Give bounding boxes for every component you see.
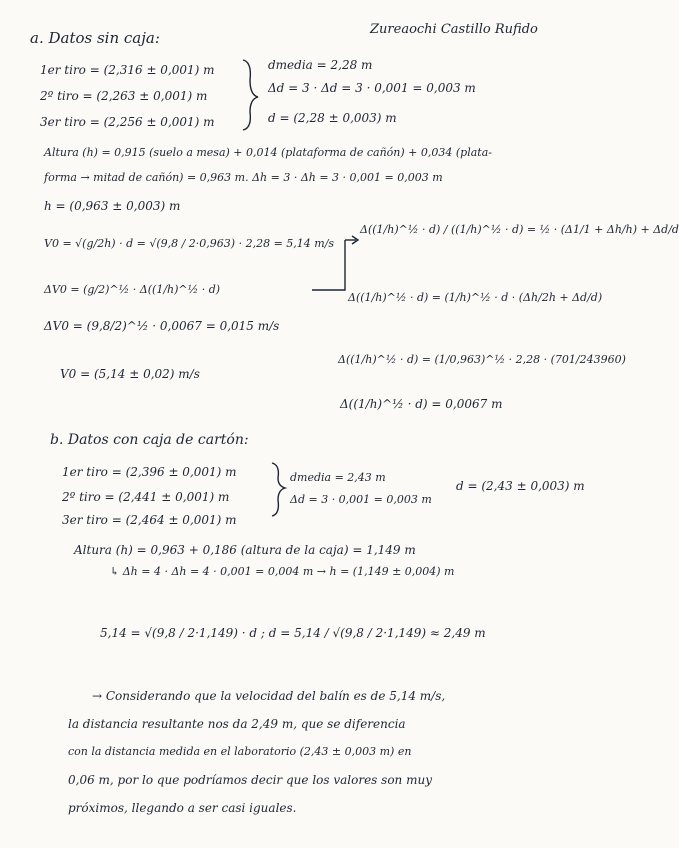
b-tiro-3: 3er tiro = (2,464 ± 0,001) m: [62, 513, 237, 527]
b-delta-d: Δd = 3 · 0,001 = 0,003 m: [290, 493, 432, 506]
b-tiro-2: 2º tiro = (2,441 ± 0,001) m: [62, 490, 230, 504]
tiro-1: 1er tiro = (2,316 ± 0,001) m: [40, 63, 215, 77]
altura-line-2: forma → mitad de cañón) = 0,963 m. Δh = 3 · Δh = 3 · 0,001 = 0,003 m: [44, 171, 443, 184]
conclusion-line-2: la distancia resultante nos da 2,49 m, que se diferencia: [68, 717, 406, 731]
v0-result: V0 = (5,14 ± 0,02) m/s: [60, 367, 200, 381]
b-d-result: d = (2,43 ± 0,003) m: [456, 479, 585, 493]
dv0-formula: ΔV0 = (g/2)^½ · Δ((1/h)^½ · d): [44, 283, 221, 296]
v0-formula: V0 = √(g/2h) · d = √(9,8 / 2·0,963) · 2,28 = 5,14 m/s: [44, 237, 335, 250]
side-derivation-2: Δ((1/h)^½ · d) = (1/h)^½ · d · (Δh/2h + Δd/d): [348, 291, 603, 304]
b-equation: 5,14 = √(9,8 / 2·1,149) · d ; d = 5,14 / √(9,8 / 2·1,149) ≈ 2,49 m: [100, 626, 486, 640]
section-b-heading: b. Datos con caja de cartón:: [50, 432, 249, 448]
b-altura: Altura (h) = 0,963 + 0,186 (altura de la caja) = 1,149 m: [74, 543, 416, 557]
tiro-3: 3er tiro = (2,256 ± 0,001) m: [40, 115, 215, 129]
conclusion-line-4: 0,06 m, por lo que podríamos decir que los valores son muy: [68, 773, 432, 787]
section-a-heading: a. Datos sin caja:: [30, 29, 160, 47]
dv0-value: ΔV0 = (9,8/2)^½ · 0,0067 = 0,015 m/s: [44, 319, 280, 333]
b-tiro-1: 1er tiro = (2,396 ± 0,001) m: [62, 465, 237, 479]
b-delta-h: ↳ Δh = 4 · Δh = 4 · 0,001 = 0,004 m → h = (1,149 ± 0,004) m: [110, 565, 455, 578]
delta-d: Δd = 3 · Δd = 3 · 0,001 = 0,003 m: [268, 81, 476, 95]
conclusion-line-3: con la distancia medida en el laboratorio (2,43 ± 0,003 m) en: [68, 745, 412, 758]
d-result: d = (2,28 ± 0,003) m: [268, 111, 397, 125]
side-derivation-4: Δ((1/h)^½ · d) = 0,0067 m: [340, 397, 503, 411]
bracket-b: [272, 463, 285, 516]
b-d-media: dmedia = 2,43 m: [290, 471, 386, 484]
author-name: Zureaochi Castillo Rufido: [370, 22, 538, 37]
side-derivation-1: Δ((1/h)^½ · d) / ((1/h)^½ · d) = ½ · (Δ1/1 + Δh/h) + Δd/d: [360, 223, 679, 236]
h-result: h = (0,963 ± 0,003) m: [44, 199, 181, 213]
side-derivation-3: Δ((1/h)^½ · d) = (1/0,963)^½ · 2,28 · (701/243960): [338, 353, 626, 366]
conclusion-line-5: próximos, llegando a ser casi iguales.: [68, 801, 297, 815]
d-media: dmedia = 2,28 m: [268, 58, 373, 72]
bracket-a: [243, 60, 258, 130]
tiro-2: 2º tiro = (2,263 ± 0,001) m: [40, 89, 208, 103]
conclusion-line-1: → Considerando que la velocidad del balín es de 5,14 m/s,: [92, 689, 446, 703]
altura-line-1: Altura (h) = 0,915 (suelo a mesa) + 0,014 (plataforma de cañón) + 0,034 (plata-: [44, 146, 492, 159]
